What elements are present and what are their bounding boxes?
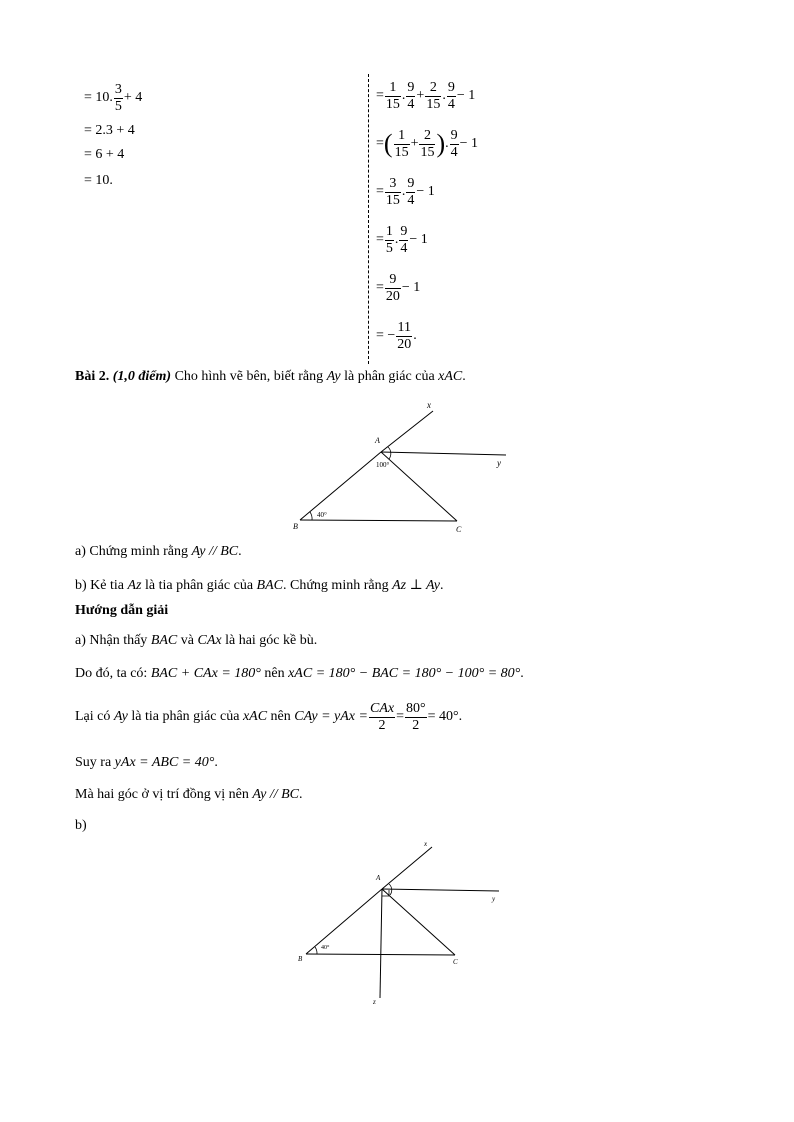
part-a: [75, 544, 242, 560]
label-y: y: [497, 458, 501, 468]
segment-ac: [382, 889, 455, 955]
angle-a-label: 100°: [376, 461, 390, 469]
right-step-4: [376, 220, 478, 260]
fraction: [399, 224, 408, 257]
part-b-label: b) Kẻ tia: [75, 578, 124, 593]
problem-title: Bài 2.: [75, 369, 110, 384]
dot: .: [442, 88, 446, 103]
eq: =: [396, 709, 404, 724]
frac-num: 1: [385, 223, 393, 239]
label-a: A: [376, 874, 381, 882]
text: nên: [270, 709, 291, 724]
ray-az: [380, 889, 382, 998]
solution-line-1: [75, 633, 317, 649]
eq: =: [376, 136, 384, 151]
fraction: [385, 224, 394, 257]
segment-ab: [300, 452, 381, 520]
figure-1: [290, 398, 520, 538]
text: là tia phân giác của: [131, 709, 240, 724]
fraction: [114, 82, 123, 115]
frac-num: 2: [429, 79, 437, 95]
solution-line-5: [75, 787, 303, 803]
right-step-6: [376, 316, 478, 356]
label-c: C: [456, 525, 462, 534]
frac-num: 3: [114, 81, 122, 97]
frac-den: 5: [114, 98, 122, 114]
right-step-5: [376, 268, 478, 308]
math-parallel: Ay // BC: [191, 544, 239, 559]
fraction: [425, 80, 441, 113]
frac-den: 15: [394, 144, 409, 160]
problem-text: là phân giác của: [344, 369, 435, 384]
eq: =: [376, 232, 384, 247]
math-xac: xAC: [438, 369, 463, 384]
left-steps: [84, 78, 142, 118]
fraction: [385, 176, 401, 209]
angle-b-label: 40°: [317, 511, 327, 519]
eq: =: [376, 88, 384, 103]
frac-num: 9: [447, 79, 455, 95]
fraction: [385, 272, 401, 305]
frac-den: 4: [400, 240, 408, 256]
frac-num: 2: [423, 127, 431, 143]
left-paren: (: [383, 129, 393, 158]
math-xac: xAC: [242, 709, 268, 724]
frac-num: 80°: [406, 700, 426, 716]
dot: .: [401, 88, 406, 103]
frac-den: 5: [385, 240, 393, 256]
tail: .: [413, 328, 417, 343]
label-x: x: [424, 840, 428, 848]
angle-arc-a: [388, 447, 391, 459]
text: là hai góc kề bù.: [225, 633, 318, 648]
segment-bc: [306, 954, 455, 955]
math-bac: BAC: [256, 578, 283, 593]
dot: .: [401, 184, 406, 199]
left-step-3: = 6 + 4: [84, 147, 125, 162]
right-step-2: [376, 124, 478, 164]
solution-part-b-label: b): [75, 818, 87, 833]
period: .: [458, 709, 463, 724]
text: và: [180, 633, 194, 648]
fraction: [406, 80, 415, 113]
problem-statement: [75, 369, 466, 385]
math-expr: xAC = 180° − BAC = 180° − 100° = 80°: [288, 666, 521, 681]
part-b-text: . Chứng minh rằng: [283, 578, 389, 593]
period: .: [299, 787, 303, 802]
left-step-1-prefix: = 10.: [84, 90, 113, 105]
part-b-text: là tia phân giác của: [144, 578, 254, 593]
problem-points: (1,0 điểm): [112, 369, 172, 384]
tail: − 1: [459, 136, 479, 151]
tail: − 1: [401, 280, 421, 295]
frac-num: 9: [407, 79, 415, 95]
text: Do đó, ta có:: [75, 666, 148, 681]
ray-ay: [381, 452, 506, 455]
label-b: B: [293, 522, 298, 531]
left-step-2: = 2.3 + 4: [84, 123, 135, 138]
frac-num: 1: [389, 79, 397, 95]
segment-ac: [381, 452, 457, 521]
math-bac: BAC: [150, 633, 178, 648]
fraction: [419, 128, 435, 161]
math-result: = 40°: [427, 709, 459, 724]
left-step-4: = 10.: [84, 173, 113, 188]
ray-ax: [381, 411, 433, 452]
guide-title: Hướng dẫn giải: [75, 603, 169, 618]
math-cax: CAx: [197, 633, 222, 648]
period: .: [238, 544, 242, 559]
frac-den: 15: [420, 144, 435, 160]
column-separator: [368, 74, 369, 364]
frac-den: 4: [407, 96, 415, 112]
frac-num: 9: [407, 175, 415, 191]
solution-line-4: [75, 755, 218, 771]
frac-den: 2: [405, 717, 427, 734]
frac-den: 15: [385, 192, 400, 208]
math-perpendicular: Az ⊥ Ay: [392, 578, 440, 593]
math-az: Az: [127, 578, 142, 593]
eq: = −: [376, 328, 396, 343]
frac-den: 15: [385, 96, 400, 112]
text: a) Nhận thấy: [75, 633, 148, 648]
frac-den: 15: [426, 96, 441, 112]
solution-line-3: [75, 697, 462, 737]
right-step-1: [376, 76, 478, 116]
fraction: [450, 128, 459, 161]
part-b: [75, 577, 444, 594]
frac-num: 9: [389, 271, 397, 287]
math-parallel: Ay // BC: [252, 787, 299, 802]
label-x: x: [427, 400, 431, 410]
text: Suy ra: [75, 755, 112, 770]
label-b: B: [298, 955, 303, 963]
fraction: [447, 80, 456, 113]
frac-den: 20: [385, 288, 400, 304]
frac-den: 4: [407, 192, 415, 208]
fraction: [405, 701, 427, 734]
right-angle-mark: [382, 890, 389, 896]
text: Mà hai góc ở vị trí đồng vị nên: [75, 787, 249, 802]
label-c: C: [453, 958, 458, 966]
frac-den: 4: [447, 96, 455, 112]
problem-text: Cho hình vẽ bên, biết rằng: [174, 369, 324, 384]
frac-num: 1: [398, 127, 406, 143]
math-expr: BAC + CAx = 180°: [150, 666, 261, 681]
tail: − 1: [416, 184, 435, 199]
fraction: [406, 176, 415, 209]
text: nên: [264, 666, 285, 681]
math-ay: Ay: [326, 369, 341, 384]
frac-num: 9: [400, 223, 408, 239]
math-expr: CAy = yAx =: [294, 709, 368, 724]
fraction: [394, 128, 410, 161]
plus: +: [410, 136, 419, 151]
frac-num: 11: [397, 319, 412, 335]
tail: − 1: [456, 88, 476, 103]
part-a-label: a) Chứng minh rằng: [75, 544, 188, 559]
math-expr: yAx = ABC = 40°: [114, 755, 215, 770]
period: .: [520, 666, 524, 681]
text: Lại có: [75, 709, 111, 724]
dot: .: [445, 136, 449, 151]
frac-den: 2: [369, 717, 395, 734]
dot: .: [394, 232, 399, 247]
angle-b-label: 40°: [321, 945, 330, 951]
right-steps: [376, 76, 478, 356]
fraction: [396, 320, 412, 353]
frac-num: 3: [389, 175, 397, 191]
ray-ay: [382, 889, 499, 891]
figure-2: [290, 838, 510, 1013]
right-step-3: [376, 172, 478, 212]
eq: =: [376, 184, 384, 199]
eq: =: [376, 280, 384, 295]
fraction: [369, 701, 395, 734]
segment-ab: [306, 889, 382, 954]
frac-den: 20: [397, 336, 412, 352]
tail: − 1: [409, 232, 428, 247]
frac-num: CAx: [369, 700, 395, 716]
period: .: [440, 578, 444, 593]
period: .: [462, 369, 466, 384]
segment-bc: [300, 520, 457, 521]
left-step-1: [84, 78, 142, 118]
left-step-1-suffix: + 4: [123, 90, 143, 105]
period: .: [214, 755, 218, 770]
angle-arc-b: [310, 512, 312, 520]
plus: +: [416, 88, 425, 103]
label-a: A: [375, 436, 380, 445]
label-z: z: [373, 998, 376, 1006]
right-paren: ): [436, 129, 446, 158]
frac-num: 9: [450, 127, 458, 143]
frac-den: 4: [450, 144, 458, 160]
label-y: y: [492, 895, 496, 903]
ray-ax: [382, 847, 432, 889]
math-ay: Ay: [113, 709, 128, 724]
angle-arc-b: [315, 947, 317, 954]
solution-line-2: [75, 666, 524, 682]
fraction: [385, 80, 401, 113]
